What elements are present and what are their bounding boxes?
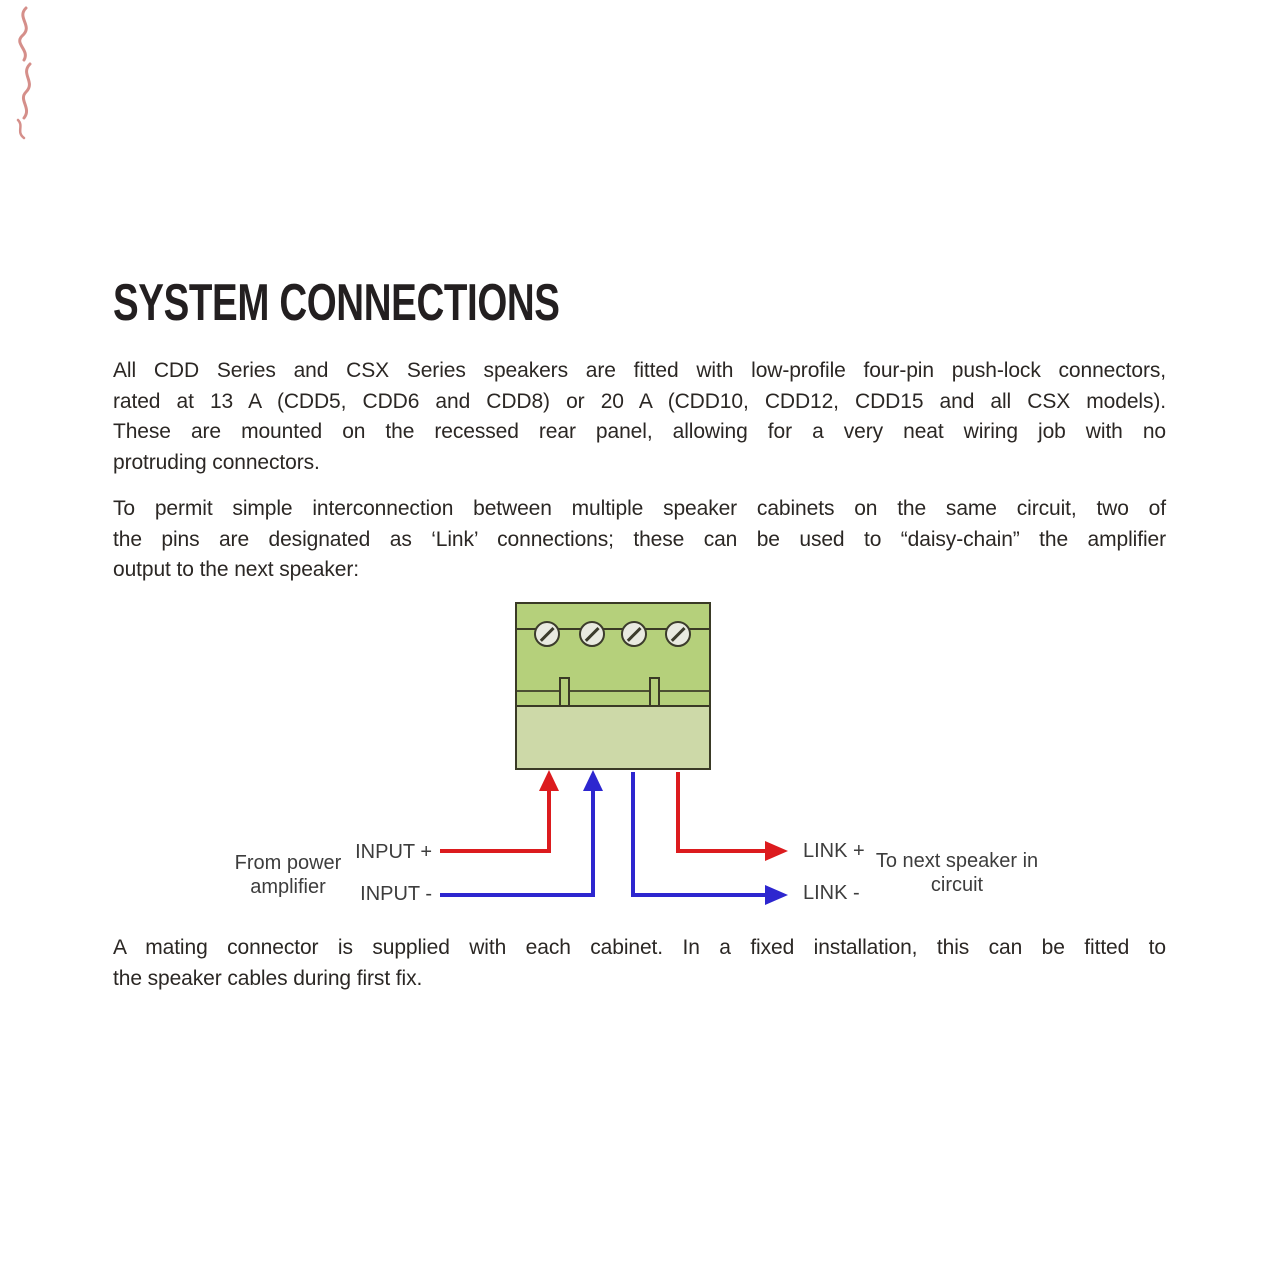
page-title: SYSTEM CONNECTIONS [113,274,560,332]
text-line: To permit simple interconnection between multiple speaker cabinets on the same circuit, two of [113,497,1166,520]
label-line: From power [234,852,342,874]
label-line: To next speaker in [875,850,1039,872]
text-line: protruding connectors. [113,450,320,474]
input-plus-arrowhead [539,770,559,791]
label-line: circuit [930,874,984,896]
input-minus-arrowhead [583,770,603,791]
latch-tab [559,677,570,705]
label-input-plus: INPUT + [355,841,432,863]
text-line: the speaker cables during first fix. [113,966,423,990]
label-link-plus: LINK + [803,840,865,862]
input-minus-wire [440,789,593,895]
latch-tab [649,677,660,705]
text-line: the pins are designated as ‘Link’ connections; these can be used to “daisy-chain” the amplifier [113,527,1166,551]
link-minus-arrowhead [765,885,788,905]
link-minus-wire [633,772,767,895]
link-plus-arrowhead [765,841,788,861]
input-plus-wire [440,789,549,851]
scan-artifact-marks [4,2,48,142]
text-line: All CDD Series and CSX Series speakers are fitted with low-profile four-pin push-lock connectors, [113,359,1166,382]
wiring-layer [400,595,820,925]
paragraph-mating [113,933,1166,994]
text-line: rated at 13 A (CDD5, CDD6 and CDD8) or 20 A (CDD10, CDD12, CDD15 and all CSX models). [113,389,1166,413]
text-line: output to the next speaker: [113,558,359,581]
paragraph-linking [113,494,1166,586]
paragraph-intro [113,356,1166,478]
link-plus-wire [678,772,767,851]
text-line: These are mounted on the recessed rear panel, allowing for a very neat wiring job with no [113,420,1166,443]
label-link-minus: LINK - [803,882,860,904]
text-line: A mating connector is supplied with each cabinet. In a fixed installation, this can be fitted to [113,936,1166,959]
label-to-next-speaker [872,849,1042,897]
label-input-minus: INPUT - [360,883,432,905]
label-line: amplifier [250,876,326,898]
